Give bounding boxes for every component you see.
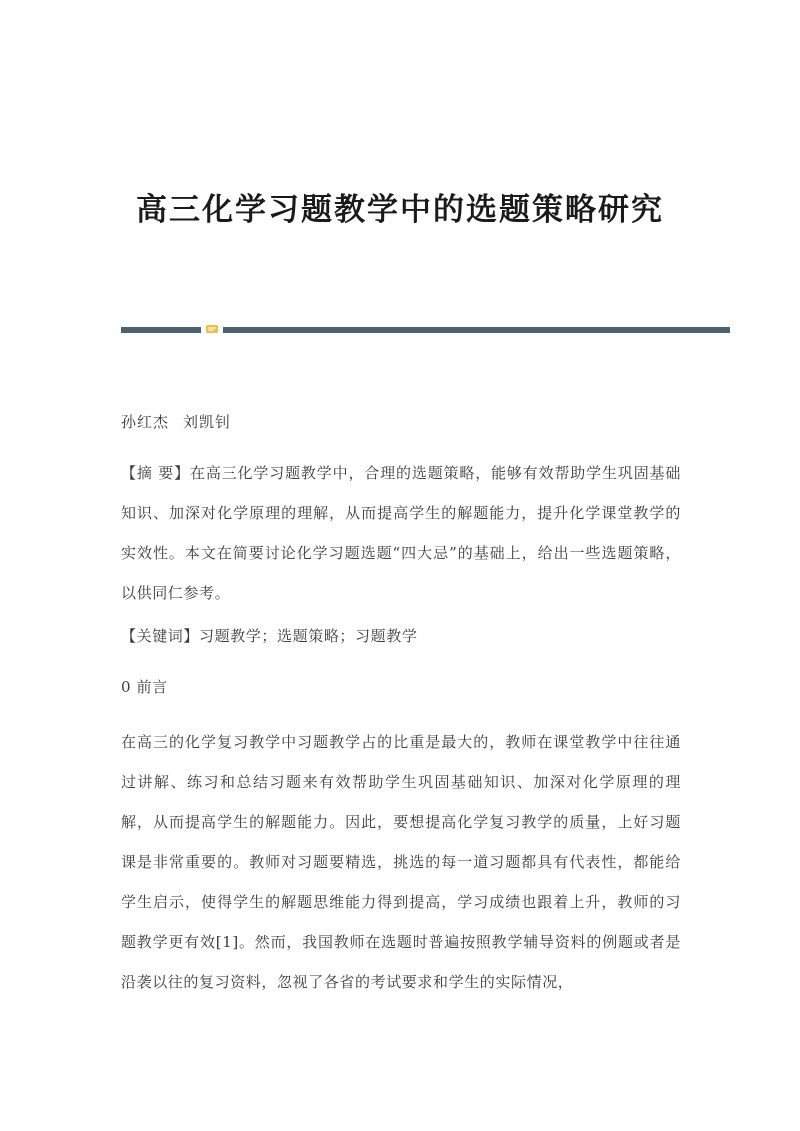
abstract-text: 在高三化学习题教学中，合理的选题策略，能够有效帮助学生巩固基础知识、加深对化学原理的理解，从而提高学生的解题能力，提升化学课堂教学的实效性。本文在简要讨论化学习题选题“四大忌”的基础上，给出一些选题策略，以供同仁参考。 [121,464,681,602]
document-title: 高三化学习题教学中的选题策略研究 [136,192,664,228]
keywords-text: 习题教学；选题策略；习题教学 [199,627,418,645]
author-line [121,408,681,436]
divider-bar-right [223,327,730,333]
author-name: 孙红杰 [121,413,170,431]
pencil-ornament-icon [205,324,219,334]
keywords [121,622,681,650]
keywords-label: 【关键词】 [121,627,200,645]
author-name: 刘凯钊 [183,413,232,431]
body-paragraph: 在高三的化学复习教学中习题教学占的比重是最大的，教师在课堂教学中往往通过讲解、练习和总结习题来有效帮助学生巩固基础知识、加深对化学原理的理解，从而提高学生的解题能力。因此，要想提高化学复习教学的质量，上好习题课是非常重要的。教师对习题要精选，挑选的每一道习题都具有代表性，都能给学生启示，使得学生的解题思维能力得到提高，学习成绩也跟着上升，教师的习题教学更有效[1]。然而，我国教师在选题时普遍按照教学辅导资料的例题或者是沿袭以往的复习资料，忽视了各省的考试要求和学生的实际情况， [121,733,681,991]
divider-bar-left [121,327,201,333]
abstract-label: 【摘 要】 [121,464,190,482]
document-body [121,408,681,1002]
abstract [121,453,681,613]
section-heading: 0 前言 [121,678,168,696]
title-divider [121,324,730,334]
